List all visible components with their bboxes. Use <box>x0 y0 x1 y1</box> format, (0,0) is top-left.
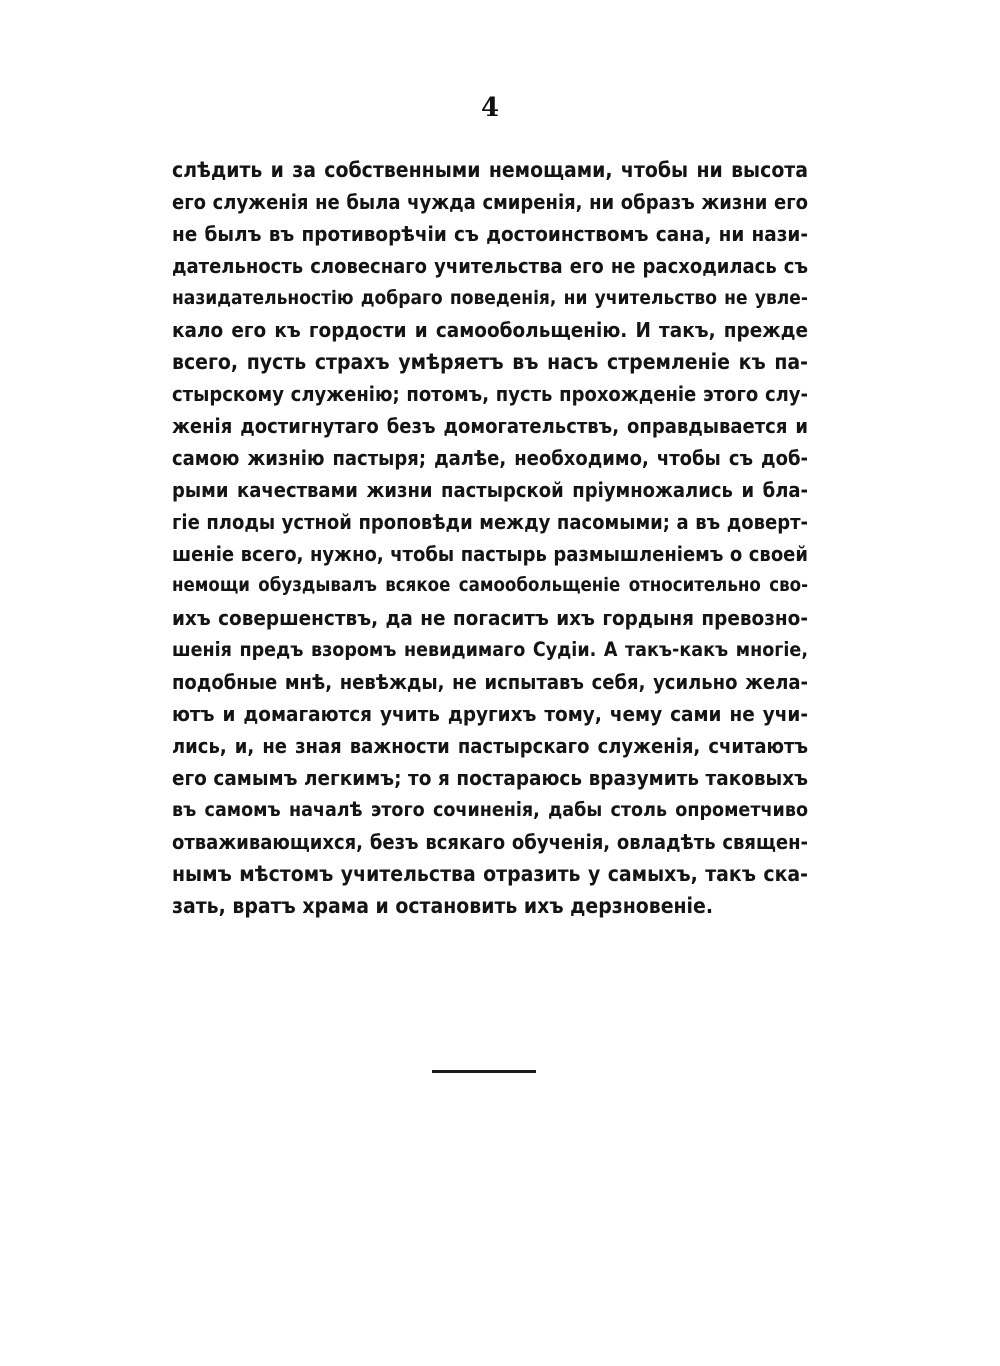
text-line: въ самомъ началѣ этого сочиненія, дабы столь опрометчиво <box>172 798 808 821</box>
text-line: немощи обуздывалъ всякое самообольщеніе относительно сво- <box>172 575 808 596</box>
text-line: нымъ мѣстомъ учительства отразить у самыхъ, такъ ска- <box>172 862 808 886</box>
text-line: лись, и, не зная важности пастырскаго служенія, считаютъ <box>172 734 808 758</box>
text-line: его самымъ легкимъ; то я постараюсь вразумить таковыхъ <box>172 766 808 790</box>
page-number: 4 <box>480 93 500 123</box>
text-line: слѣдить и за собственными немощами, чтобы ни высота <box>172 158 808 182</box>
text-line: стырскому служенію; потомъ, пусть прохожденіе этого слу- <box>172 382 808 406</box>
text-line-last: зать, вратъ храма и остановить ихъ дерзновеніе. <box>172 894 714 918</box>
end-divider-rule <box>432 1070 536 1073</box>
text-line: шеніе всего, нужно, чтобы пастырь размышленіемъ о своей <box>172 542 808 566</box>
text-line: назидательностію добраго поведенія, ни учительство не увле- <box>172 287 808 309</box>
text-line: самою жизнію пастыря; далѣе, необходимо, чтобы съ доб- <box>172 446 808 470</box>
text-line: всего, пусть страхъ умѣряетъ въ насъ стремленіе къ па- <box>172 350 808 374</box>
body-text <box>172 154 808 922</box>
text-line: не былъ въ противорѣчіи съ достоинствомъ сана, ни нази- <box>172 222 808 246</box>
text-line: ютъ и домагаются учить другихъ тому, чему сами не учи- <box>172 702 808 726</box>
text-line: дательность словеснаго учительства его не расходилась съ <box>172 254 808 278</box>
text-line: ихъ совершенствъ, да не погаситъ ихъ гордыня превозно- <box>172 606 808 630</box>
text-line: отваживающихся, безъ всякаго обученія, овладѣть священ- <box>172 830 808 854</box>
text-line: подобные мнѣ, невѣжды, не испытавъ себя, усильно жела- <box>172 670 808 694</box>
text-line: женія достигнутаго безъ домогательствъ, оправдывается и <box>172 414 808 438</box>
text-line: его служенія не была чужда смиренія, ни образъ жизни его <box>172 190 808 214</box>
text-line: шенія предъ взоромъ невидимаго Судіи. А такъ-какъ многіе, <box>172 638 808 661</box>
text-line: рыми качествами жизни пастырской пріумножались и бла- <box>172 478 808 502</box>
text-line: гіе плоды устной проповѣди между пасомыми; а въ доверт- <box>172 510 808 534</box>
text-line: кало его къ гордости и самообольщенію. И такъ, прежде <box>172 318 808 342</box>
